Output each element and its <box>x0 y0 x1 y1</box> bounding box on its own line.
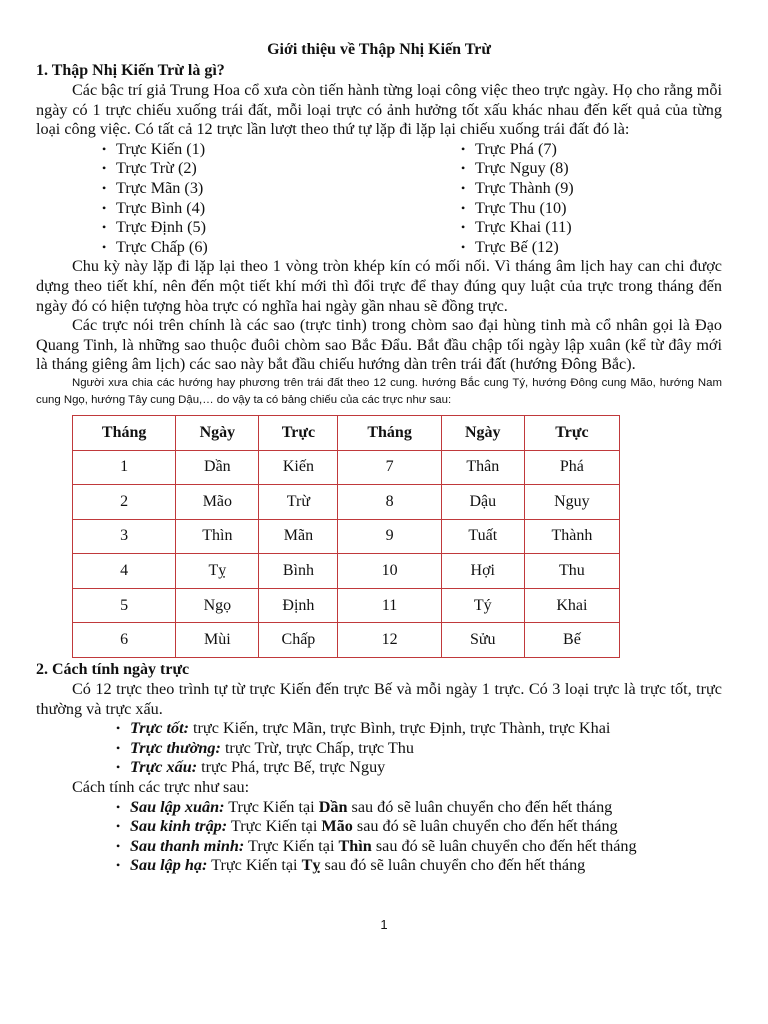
table-cell: 11 <box>338 588 441 623</box>
section-2-paragraph-1: Có 12 trực theo trình tự từ trực Kiến đến trực Bế và mỗi ngày 1 trực. Có 3 loại trực là trực tốt, trực thường và trực xấu. <box>36 680 722 718</box>
table-cell: 12 <box>338 623 441 658</box>
type-label: Trực thường: <box>130 738 221 757</box>
rule-label: Sau lập hạ: <box>130 856 208 875</box>
page-number: 1 <box>380 917 388 932</box>
rule-day: Thìn <box>338 836 372 855</box>
table-header: Trực <box>259 415 338 450</box>
list-item <box>130 758 722 778</box>
table-cell: Khai <box>524 588 619 623</box>
rule-text: Trực Kiến tại <box>244 836 339 855</box>
table-cell: Mãn <box>259 519 338 554</box>
list-item: • Trực Bế (12) <box>475 238 722 258</box>
rule-text: Trực Kiến tại <box>224 797 319 816</box>
truc-types-list <box>36 719 722 778</box>
rule-label: Sau thanh minh: <box>130 836 245 855</box>
table-cell: Thành <box>524 519 619 554</box>
list-item: • Trực Phá (7) <box>475 140 722 160</box>
list-item <box>130 798 722 818</box>
table-cell: 6 <box>73 623 176 658</box>
list-item <box>130 856 722 876</box>
truc-table <box>72 415 620 658</box>
table-cell: Sửu <box>441 623 524 658</box>
table-cell: Chấp <box>259 623 338 658</box>
list-item: • Trực Trừ (2) <box>116 159 379 179</box>
section-1-heading: 1. Thập Nhị Kiến Trừ là gì? <box>36 62 225 79</box>
list-item: • Trực Chấp (6) <box>116 238 379 258</box>
table-cell: Tý <box>441 588 524 623</box>
table-cell: Thân <box>441 450 524 485</box>
table-cell: 2 <box>73 485 176 520</box>
rule-day: Tỵ <box>301 856 321 875</box>
table-cell: Trừ <box>259 485 338 520</box>
section-1-paragraph-3: Các trực nói trên chính là các sao (trực tinh) trong chòm sao đại hùng tinh mà cổ nhân gọi là Đạo Quang Tinh, là những sao thuộc đuôi chòm sao Bắc Đẩu. Bắt đầu chập tối ngày lập xuân (kể từ đây mới là tháng giêng âm lịch) các sao này bắt đầu chiếu hướng dàn trên trái đất (hướng Đông Bắc). <box>36 316 722 374</box>
table-row <box>73 450 620 485</box>
list-item: • Trực Mãn (3) <box>116 179 379 199</box>
truc-list-left <box>36 140 379 258</box>
table-row <box>73 519 620 554</box>
list-item: • Trực Định (5) <box>116 218 379 238</box>
rules-intro: Cách tính các trực như sau: <box>72 778 250 797</box>
list-item <box>130 719 722 739</box>
table-cell: Bình <box>259 554 338 589</box>
section-2-heading: 2. Cách tính ngày trực <box>36 661 190 679</box>
table-cell: Hợi <box>441 554 524 589</box>
table-cell: Tuất <box>441 519 524 554</box>
table-cell: 5 <box>73 588 176 623</box>
type-text: trực Trừ, trực Chấp, trực Thu <box>220 738 414 757</box>
table-cell: Mùi <box>176 623 259 658</box>
list-item: • Trực Thu (10) <box>475 199 722 219</box>
table-cell: 9 <box>338 519 441 554</box>
list-item: • Trực Khai (11) <box>475 218 722 238</box>
table-header: Ngày <box>441 415 524 450</box>
rule-text: sau đó sẽ luân chuyển cho đến hết tháng <box>347 797 613 816</box>
table-cell: Thu <box>524 554 619 589</box>
table-header: Ngày <box>176 415 259 450</box>
table-cell: 7 <box>338 450 441 485</box>
page-title: Giới thiệu về Thập Nhị Kiến Trừ <box>267 41 491 58</box>
rule-day: Mão <box>321 817 353 836</box>
type-label: Trực xấu: <box>130 758 198 777</box>
type-text: trực Phá, trực Bế, trực Nguy <box>197 758 386 777</box>
table-cell: 10 <box>338 554 441 589</box>
table-header: Tháng <box>73 415 176 450</box>
rule-text: sau đó sẽ luân chuyển cho đến hết tháng <box>352 817 618 836</box>
table-cell: Nguy <box>524 485 619 520</box>
truc-list-right <box>379 140 722 258</box>
section-1-note: Người xưa chia các hướng hay phương trên trái đất theo 12 cung. hướng Bắc cung Tý, hướng Đông cung Mão, hướng Nam cung Ngọ, hướng Tây cung Dậu,… do vậy ta có bảng chiếu của các trực như sau: <box>36 376 722 406</box>
section-1-paragraph-1: Các bậc trí giả Trung Hoa cổ xưa còn tiến hành từng loại công việc theo trực ngày. Họ cho rằng mỗi ngày có 1 trực chiếu xuống trái đất, mỗi loại trực có ảnh hưởng tốt xấu khác nhau đến kết quả của từng loại công việc. Có tất cả 12 trực lần lượt theo thứ tự lặp đi lặp lại chiếu xuống trái đất đó là: <box>36 81 722 139</box>
table-row <box>73 623 620 658</box>
list-item <box>130 817 722 837</box>
table-header-row <box>73 415 620 450</box>
type-text: trực Kiến, trực Mãn, trực Bình, trực Định, trực Thành, trực Khai <box>189 719 611 738</box>
truc-list <box>36 140 722 258</box>
rule-label: Sau lập xuân: <box>130 797 225 816</box>
type-label: Trực tốt: <box>130 719 189 738</box>
table-cell: 3 <box>73 519 176 554</box>
rule-label: Sau kinh trập: <box>130 817 228 836</box>
rule-text: sau đó sẽ luân chuyển cho đến hết tháng <box>320 856 586 875</box>
table-header: Tháng <box>338 415 441 450</box>
table-cell: 4 <box>73 554 176 589</box>
table-cell: 8 <box>338 485 441 520</box>
truc-rules-list <box>36 798 722 876</box>
table-header: Trực <box>524 415 619 450</box>
rule-text: Trực Kiến tại <box>207 856 302 875</box>
table-row <box>73 554 620 589</box>
section-1-paragraph-2: Chu kỳ này lặp đi lặp lại theo 1 vòng tròn khép kín có mối nối. Vì tháng âm lịch hay can chi được dựng theo tiết khí, nên đến một tiết khí mới thì đổi trực để thay đúng quy luật của trực trong tháng đến ngày đó có hiện tượng hòa trực có nghĩa hai ngày gần nhau sẽ đồng trực. <box>36 257 722 315</box>
rule-day: Dần <box>318 797 348 816</box>
table-row <box>73 588 620 623</box>
table-cell: Dần <box>176 450 259 485</box>
rule-text: sau đó sẽ luân chuyển cho đến hết tháng <box>371 836 637 855</box>
table-cell: Thìn <box>176 519 259 554</box>
rule-text: Trực Kiến tại <box>227 817 322 836</box>
table-cell: Dậu <box>441 485 524 520</box>
list-item: • Trực Thành (9) <box>475 179 722 199</box>
list-item: • Trực Nguy (8) <box>475 159 722 179</box>
table-cell: 1 <box>73 450 176 485</box>
list-item: • Trực Kiến (1) <box>116 140 379 160</box>
table-cell: Mão <box>176 485 259 520</box>
table-cell: Bế <box>524 623 619 658</box>
table-cell: Định <box>259 588 338 623</box>
table-cell: Tỵ <box>176 554 259 589</box>
list-item: • Trực Bình (4) <box>116 199 379 219</box>
list-item <box>130 739 722 759</box>
list-item <box>130 837 722 857</box>
table-cell: Kiến <box>259 450 338 485</box>
table-cell: Ngọ <box>176 588 259 623</box>
table-row <box>73 485 620 520</box>
table-cell: Phá <box>524 450 619 485</box>
document-page <box>36 40 722 876</box>
